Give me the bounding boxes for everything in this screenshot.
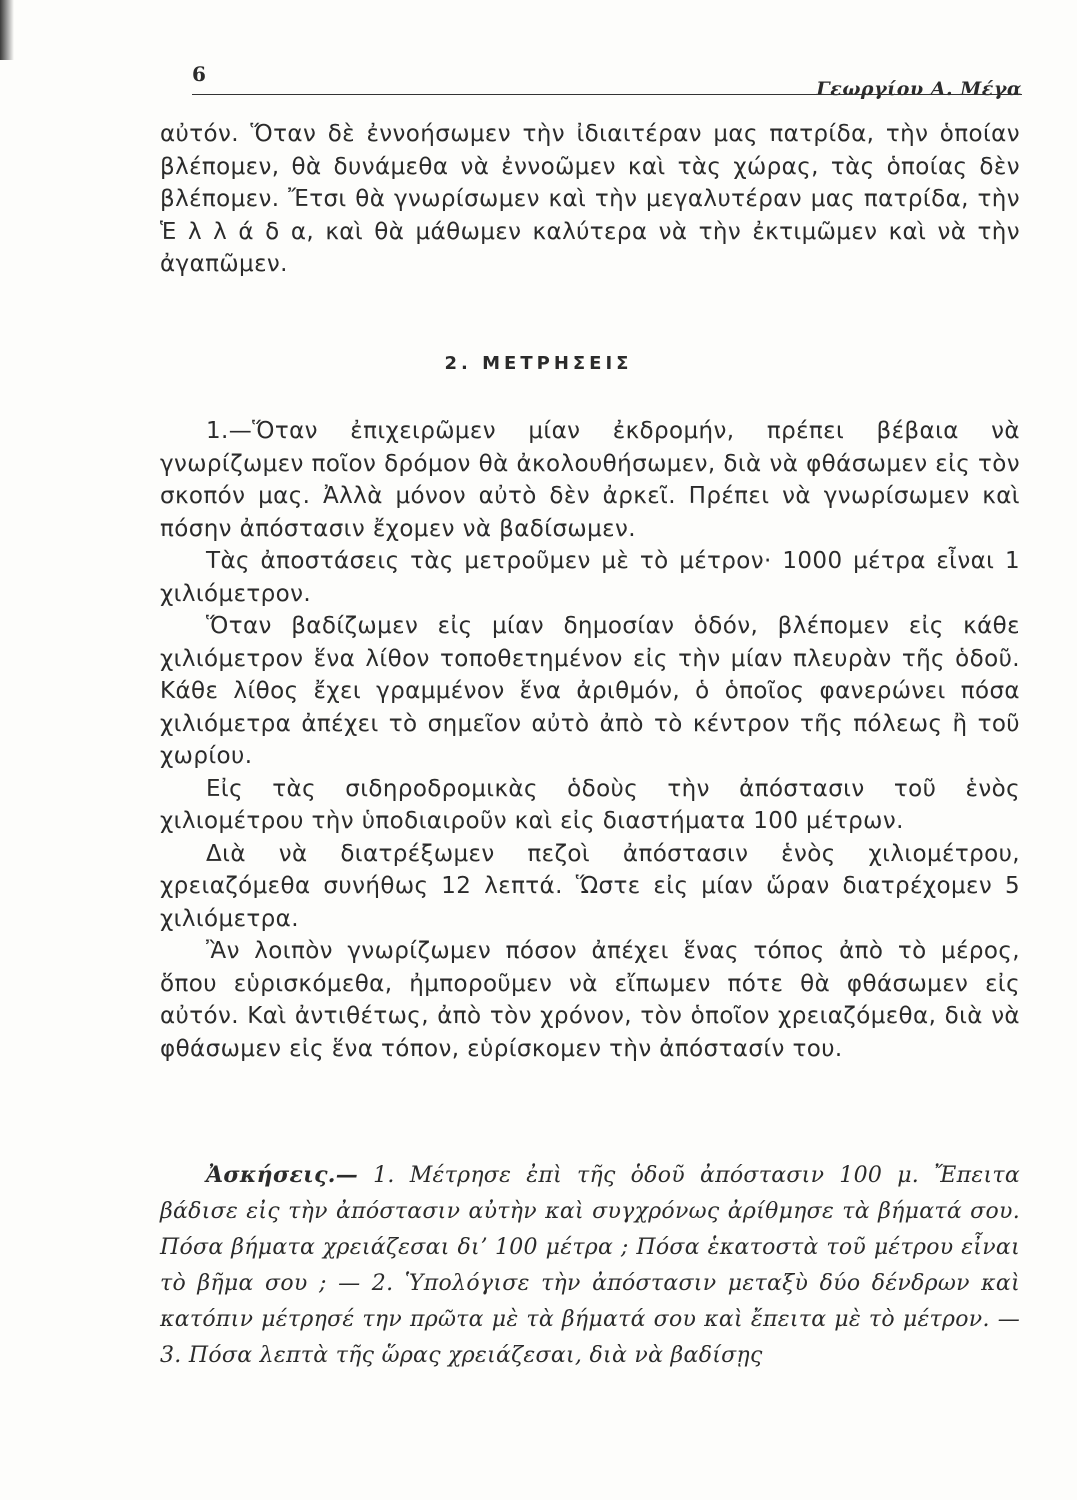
header-rule [192,94,1022,95]
paragraph: 1.—Ὅταν ἐπιχειρῶμεν μίαν ἐκδρομήν, πρέπει βέβαια νὰ γνωρίζωμεν ποῖον δρόμον θὰ ἀκολουθήσωμεν, διὰ νὰ φθάσωμεν εἰς τὸν σκοπόν μας. Ἀλλὰ μόνον αὐτὸ δὲν ἀρκεῖ. Πρέπει νὰ γνωρίσωμεν καὶ πόσην ἀπόστασιν ἔχομεν νὰ βαδίσωμεν. [160,418,1020,542]
section-title: 2. ΜΕΤΡΗΣΕΙΣ [444,353,633,374]
section-body [160,415,1020,1065]
exercises-text: 1. Μέτρησε ἐπὶ τῆς ὁδοῦ ἀπόστασιν 100 μ. Ἔπειτα βάδισε εἰς τὴν ἀπόστασιν αὐτὴν καὶ συγχρόνως ἀρίθμησε τὰ βήματά σου. Πόσα βήματα χρειάζεσαι διʼ 100 μέτρα ; Πόσα ἑκατοστὰ τοῦ μέτρου εἶναι τὸ βῆμα σου ; — 2. Ὑπολόγισε τὴν ἀπόστασιν μεταξὺ δύο δένδρων καὶ κατόπιν μέτρησέ την πρῶτα μὲ τὰ βήματά σου καὶ ἔπειτα μὲ τὸ μέτρον. — 3. Πόσα λεπτὰ τῆς ὥρας χρειάζεσαι, διὰ νὰ βαδίσῃς [160,1163,1020,1368]
intro-block [160,118,1020,281]
exercises-label: Ἀσκήσεις.— [206,1162,359,1188]
paragraph: Ἂν λοιπὸν γνωρίζωμεν πόσον ἀπέχει ἕνας τόπος ἀπὸ τὸ μέρος, ὅπου εὑρισκόμεθα, ἠμποροῦμεν νὰ εἴπωμεν πότε θὰ φθάσωμεν εἰς αὐτόν. Καὶ ἀντιθέτως, ἀπὸ τὸν χρόνον, τὸν ὁποῖον χρειαζόμεθα, διὰ νὰ φθάσωμεν εἰς ἕνα τόπον, εὑρίσκομεν τὴν ἀπόστασίν του. [160,938,1020,1062]
page-number: 6 [192,62,206,86]
paragraph: Τὰς ἀποστάσεις τὰς μετροῦμεν μὲ τὸ μέτρον· 1000 μέτρα εἶναι 1 χιλιόμετρον. [160,548,1020,607]
page-header [192,58,1022,100]
paragraph: Διὰ νὰ διατρέξωμεν πεζοὶ ἀπόστασιν ἑνὸς χιλιομέτρου, χρειαζόμεθα συνήθως 12 λεπτά. Ὥστε εἰς μίαν ὥραν διατρέχομεν 5 χιλιόμετρα. [160,840,1020,932]
paragraph: Ὅταν βαδίζωμεν εἰς μίαν δημοσίαν ὁδόν, βλέπομεν εἰς κάθε χιλιόμετρον ἕνα λίθον τοποθετημένον εἰς τὴν μίαν πλευρὰν τῆς ὁδοῦ. Κάθε λίθος ἔχει γραμμένον ἕνα ἀριθμόν, ὁ ὁποῖος φανερώνει πόσα χιλιόμετρα ἀπέχει τὸ σημεῖον αὐτὸ ἀπὸ τὸ κέντρον τῆς πόλεως ἢ τοῦ χωρίου. [160,613,1020,769]
exercises-block [160,1157,1020,1374]
intro-paragraph: αὐτόν. Ὅταν δὲ ἐννοήσωμεν τὴν ἰδιαιτέραν μας πατρίδα, τὴν ὁποίαν βλέπομεν, θὰ δυνάμεθα νὰ ἐννοῶμεν καὶ τὰς χώρας, τὰς ὁποίας δὲν βλέπομεν. Ἔτσι θὰ γνωρίσωμεν καὶ τὴν μεγαλυτέραν μας πατρίδα, τὴν Ἑ λ λ ά δ α, καὶ θὰ μάθωμεν καλύτερα νὰ τὴν ἐκτιμῶμεν καὶ νὰ τὴν ἀγαπῶμεν. [160,121,1020,277]
paragraph: Εἰς τὰς σιδηροδρομικὰς ὁδοὺς τὴν ἀπόστασιν τοῦ ἑνὸς χιλιομέτρου τὴν ὑποδιαιροῦν καὶ εἰς διαστήματα 100 μέτρων. [160,775,1020,834]
scan-shadow [0,0,14,60]
running-head: Γεωργίου Α. Μέγα [816,78,1022,100]
